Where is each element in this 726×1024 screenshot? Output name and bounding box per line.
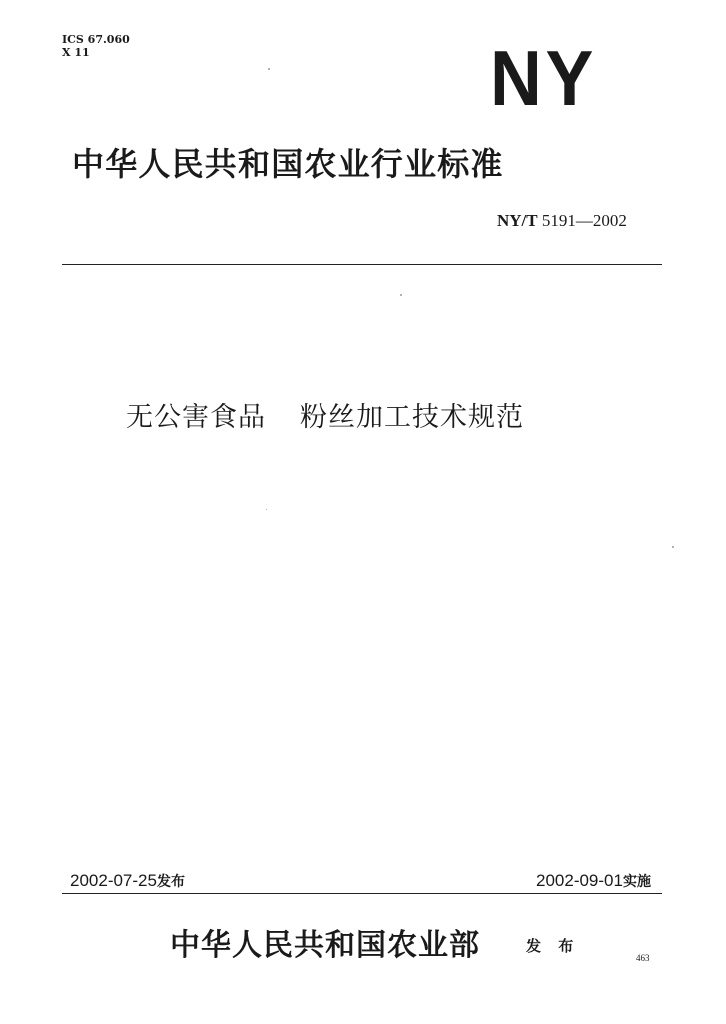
scan-speck xyxy=(400,294,402,296)
standard-code-number: 5191—2002 xyxy=(541,211,627,230)
industry-standard-title: 中华人民共和国农业行业标准 xyxy=(72,145,504,183)
issue-date-value: 2002-07-25 xyxy=(70,871,157,890)
ccs-code: X 11 xyxy=(62,46,90,59)
classification-codes xyxy=(62,33,130,59)
document-title-part1: 无公害食品 xyxy=(126,402,266,433)
ny-standard-mark: NY xyxy=(490,34,598,122)
standard-code-prefix: NY/T xyxy=(497,211,538,230)
document-title-part2: 粉丝加工技术规范 xyxy=(300,402,524,433)
issue-date-label: 发布 xyxy=(156,873,185,889)
scan-speck xyxy=(268,68,270,70)
scan-speck xyxy=(672,546,674,548)
footer-divider xyxy=(62,893,662,894)
header-divider xyxy=(62,264,662,265)
standard-code xyxy=(497,210,627,232)
scan-speck xyxy=(266,509,267,510)
implementation-date xyxy=(536,870,651,892)
implementation-date-label: 实施 xyxy=(622,873,651,889)
ics-code: ICS 67.060 xyxy=(62,33,130,46)
issuing-action: 发 布 xyxy=(526,937,580,955)
issuing-authority: 中华人民共和国农业部 xyxy=(170,928,480,963)
document-title xyxy=(126,400,524,436)
page-number: 463 xyxy=(636,953,650,963)
issue-date xyxy=(70,870,185,892)
implementation-date-value: 2002-09-01 xyxy=(536,871,623,890)
